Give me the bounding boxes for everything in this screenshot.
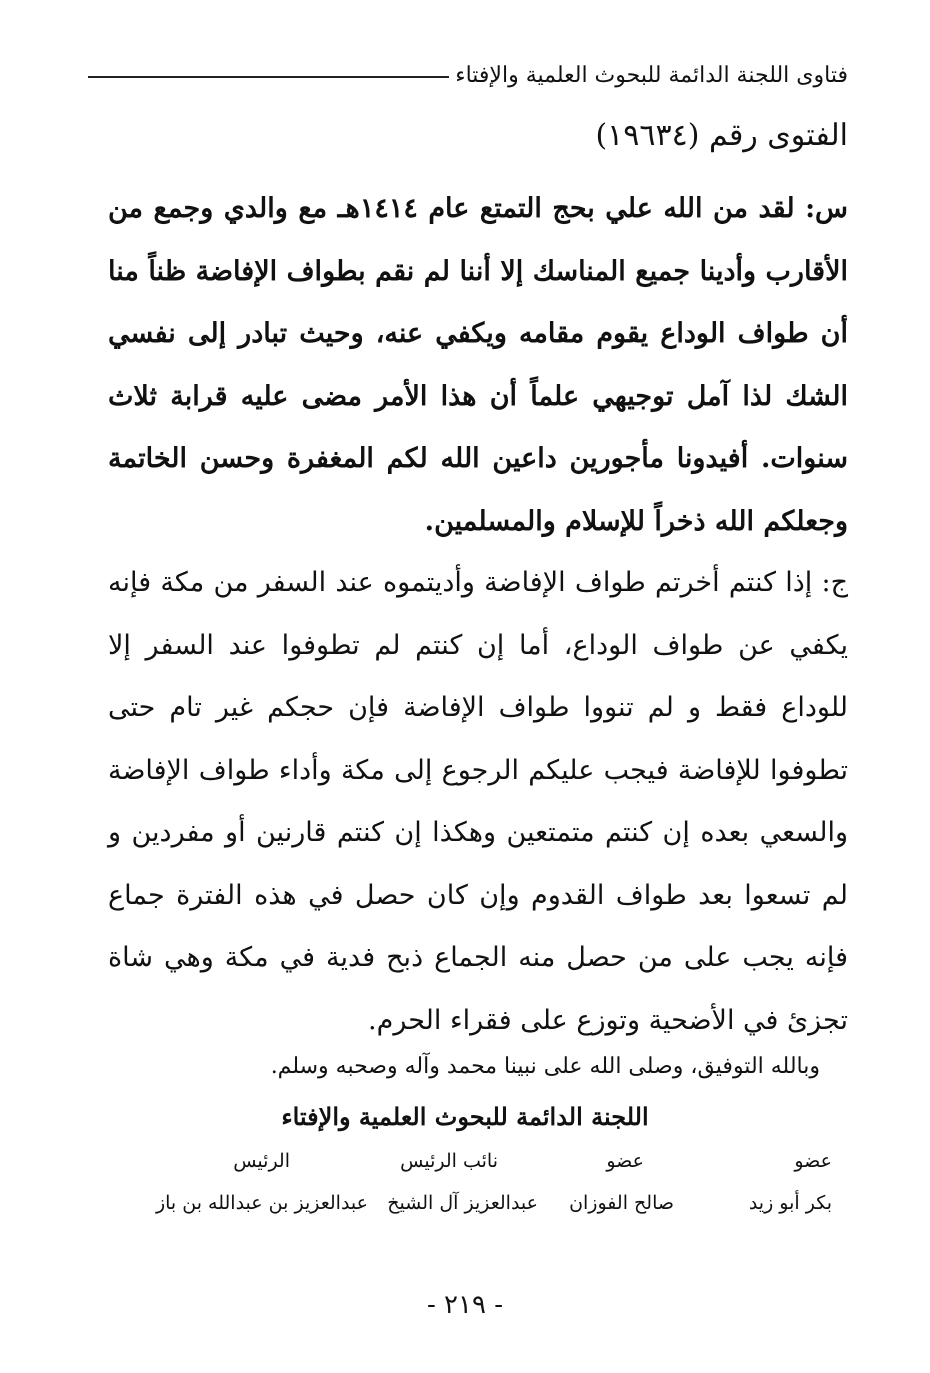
question-paragraph: س: لقد من الله علي بحج التمتع عام ١٤١٤هـ مع والدي وجمع من الأقارب وأدينا جميع المناسك إلا أننا لم نقم بطواف الإفاضة ظناً منا أن طواف الوداع يقوم مقامه ويكفي عنه، وحيث تبادر إلى نفسي الشك لذا آمل توجيهي علماً أن هذا الأمر مضى عليه قرابة ثلاث سنوات. أفيدونا مأجورين داعين الله لكم المغفرة وحسن الخاتمة وجعلكم الله ذخراً للإسلام والمسلمين. [108, 193, 848, 537]
signatory-title: الرئيس [233, 1150, 290, 1172]
signatory-name: بكر أبو زيد [748, 1192, 832, 1214]
fatwa-number: الفتوى رقم (١٩٦٣٤) [595, 118, 848, 153]
committee-name: اللجنة الدائمة للبحوث العلمية والإفتاء [281, 1102, 649, 1131]
signatory-name: عبدالعزيز آل الشيخ [387, 1192, 538, 1214]
closing-line: وبالله التوفيق، وصلى الله على نبينا محمد وآله وصحبه وسلم. [270, 1054, 820, 1079]
page-number: - ٢١٩ - [426, 1290, 504, 1320]
signatory-name: عبدالعزيز بن عبدالله بن باز [155, 1192, 368, 1214]
header-title: فتاوى اللجنة الدائمة للبحوث العلمية والإفتاء [455, 62, 848, 88]
signatory-title: عضو [606, 1150, 644, 1172]
signatory-title: عضو [794, 1150, 832, 1172]
running-header [88, 58, 848, 92]
signatory-name: صالح الفوزان [569, 1192, 674, 1214]
header-rule [88, 76, 449, 78]
signatory-title: نائب الرئيس [400, 1150, 498, 1172]
answer-paragraph: ج: إذا كنتم أخرتم طواف الإفاضة وأديتموه عند السفر من مكة فإنه يكفي عن طواف الوداع، أما إن كنتم لم تطوفوا عند السفر إلا للوداع فقط و لم تنووا طواف الإفاضة فإن حجكم غير تام حتى تطوفوا للإفاضة فيجب عليكم الرجوع إلى مكة وأداء طواف الإفاضة والسعي بعده إن كنتم متمتعين وهكذا إن كنتم قارنين أو مفردين و لم تسعوا بعد طواف القدوم وإن كان حصل في هذه الفترة جماع فإنه يجب على من حصل منه الجماع ذبح فدية في مكة وهي شاة تجزئ في الأضحية وتوزع على فقراء الحرم. [108, 567, 848, 1036]
